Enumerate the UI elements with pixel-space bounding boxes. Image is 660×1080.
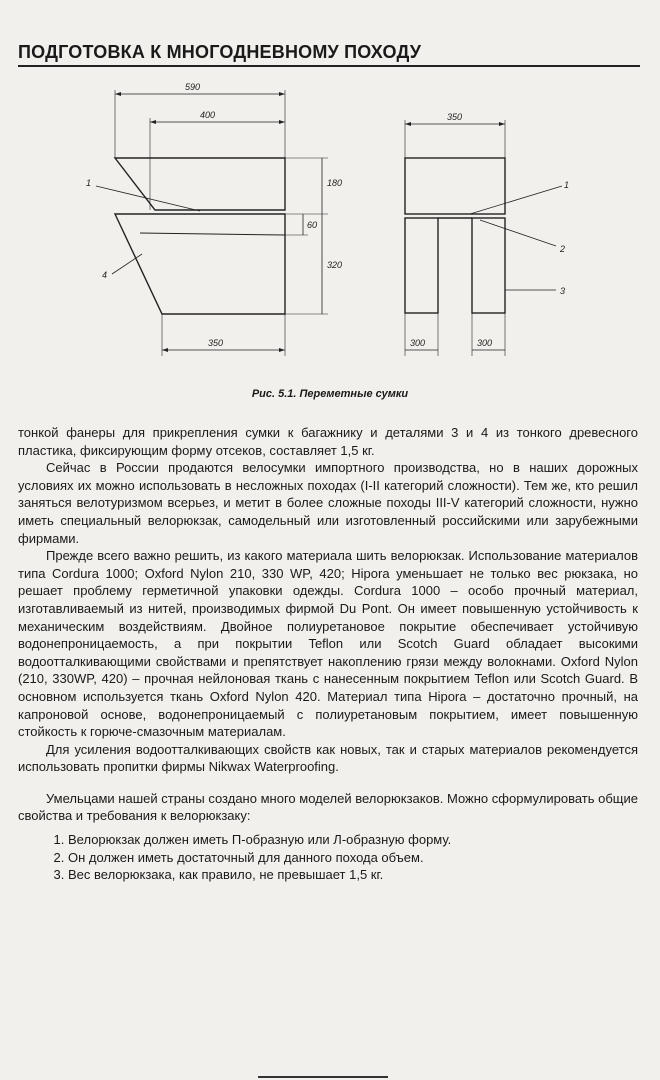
list-item: 2. Он должен иметь достаточный для данного похода объем. bbox=[68, 849, 638, 867]
right-leg-right bbox=[472, 218, 505, 313]
paragraph: тонкой фанеры для прикрепления сумки к багажнику и деталями 3 и 4 из тонкого древесного пластика, фиксирующим форму отсеков, составляет 1,5 кг. bbox=[18, 425, 638, 458]
left-top-flap bbox=[115, 158, 285, 210]
label-4: 4 bbox=[102, 270, 108, 280]
label-1-right: 1 bbox=[564, 180, 570, 190]
page-header: ПОДГОТОВКА К МНОГОДНЕВНОМУ ПОХОДУ bbox=[18, 42, 640, 67]
drawing bbox=[0, 78, 660, 378]
dim-320: 320 bbox=[327, 260, 343, 270]
label-3: 3 bbox=[560, 286, 566, 296]
dim-350-bottom: 350 bbox=[208, 338, 224, 348]
right-leg-left bbox=[405, 218, 438, 313]
dim-300-a: 300 bbox=[410, 338, 426, 348]
dim-590: 590 bbox=[185, 82, 201, 92]
dim-350-top: 350 bbox=[447, 112, 463, 122]
paragraph: Прежде всего важно решить, из какого материала шить велорюкзак. Использование материалов типа Cordura 1000; Oxford Nylon 210, 330 WP, 420; Hipora уменьшает не только вес рюкзака, но решает проблему герметичной упаковки одежды. Cordura 1000 – особо прочный материал, изготавливаемый из нитей, производимых фирмой Du Pont. Он имеет повышенную устойчивость к механическим воздействиям. Двойное полиуретановое покрытие обеспечивает устойчивую водонепроницаемость, а при покрытии Teflon или Scotch Guard обладает высокими водоотталкивающими свойствами и препятствует накоплению грязи между волокнами. Oxford Nylon (210, 330WP, 420) – прочная нейлоновая ткань с нанесенным покрытием Teflon или Scotch Guard. В основном используется ткань Oxford Nylon 420. Материал типа Hipora – достаточно прочный, на капроновой основе, водонепроницаемый с полиуретановым покрытием, имеет повышенную стойкость к горюче-смазочным материалам. bbox=[18, 548, 638, 740]
dim-300-b: 300 bbox=[477, 338, 493, 348]
list-item: 1. Велорюкзак должен иметь П-образную или Л-образную форму. bbox=[68, 831, 638, 849]
figure-caption: Рис. 5.1. Переметные сумки bbox=[251, 388, 409, 400]
footer-rule bbox=[258, 1076, 388, 1078]
right-top-flap bbox=[405, 158, 505, 214]
paragraph: Для усиления водоотталкивающих свойств как новых, так и старых материалов рекомендуется использовать пропитки фирмы Nikwax Waterproofing. bbox=[18, 741, 638, 775]
list-item: 3. Вес велорюкзака, как правило, не превышает 1,5 кг. bbox=[68, 866, 638, 884]
label-1-left: 1 bbox=[86, 178, 92, 188]
figure-saddlebags bbox=[0, 78, 660, 378]
dim-180: 180 bbox=[327, 178, 343, 188]
paragraph: Умельцами нашей страны создано много моделей велорюкзаков. Можно сформулировать общие свойства и требования к велорюкзаку: bbox=[18, 790, 638, 824]
dim-400: 400 bbox=[200, 110, 216, 120]
label-2: 2 bbox=[560, 244, 566, 254]
body-text bbox=[18, 424, 638, 884]
left-body bbox=[115, 214, 285, 314]
requirements-list bbox=[18, 831, 638, 884]
paragraph: Сейчас в России продаются велосумки импортного производства, но в наших дорожных условиях их можно использовать в несложных походах (I-II категорий сложности). Тем же, кто решил заняться велотуризмом всерьез, и метит в более сложные походы III-V категорий сложности, нужно иметь специальный велорюкзак, самодельный или изготовленный российскими или зарубежными фирмами. bbox=[18, 460, 638, 546]
dim-60: 60 bbox=[307, 220, 318, 230]
